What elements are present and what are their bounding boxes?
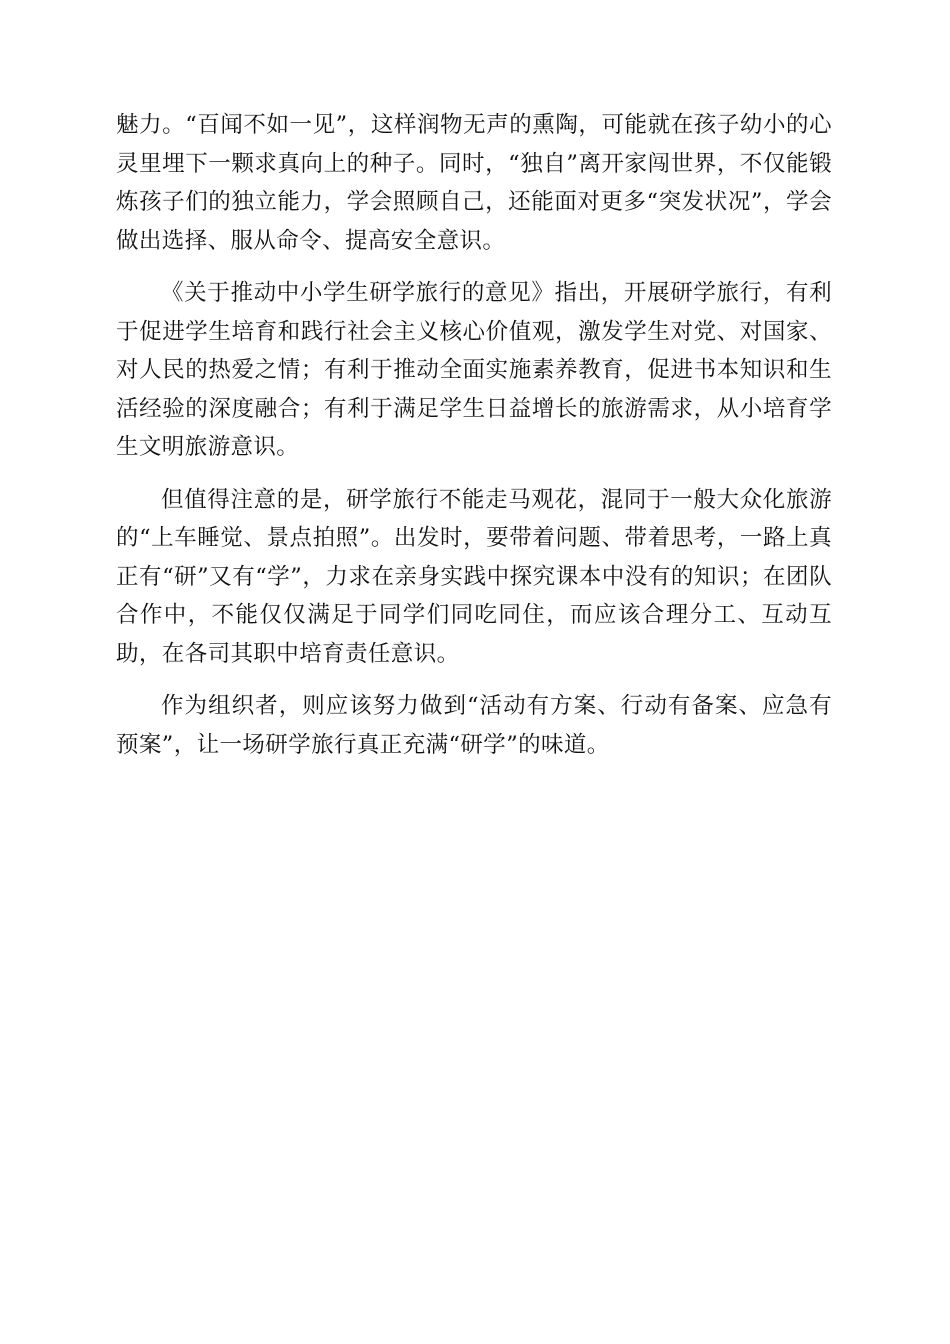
paragraph-3: 但值得注意的是，研学旅行不能走马观花，混同于一般大众化旅游的“上车睡觉、景点拍照”。出发时，要带着问题、带着思考，一路上真正有“研”又有“学”，力求在亲身实践中探究课本中没有的知识；在团队合作中，不能仅仅满足于同学们同吃同住，而应该合理分工、互动互助，在各司其职中培育责任意识。	[116, 486, 832, 667]
paragraph-2: 《关于推动中小学生研学旅行的意见》指出，开展研学旅行，有利于促进学生培育和践行社会主义核心价值观，激发学生对党、对国家、对人民的热爱之情；有利于推动全面实施素养教育，促进书本知识和生活经验的深度融合；有利于满足学生日益增长的旅游需求，从小培育学生文明旅游意识。	[116, 280, 832, 460]
paragraph-4: 作为组织者，则应该努力做到“活动有方案、行动有备案、应急有预案”，让一场研学旅行真正充满“研学”的味道。	[116, 693, 832, 758]
document-body	[116, 106, 832, 778]
paragraph-1: 魅力。“百闻不如一见”，这样润物无声的熏陶，可能就在孩子幼小的心灵里埋下一颗求真向上的种子。同时，“独自”离开家闯世界，不仅能锻炼孩子们的独立能力，学会照顾自己，还能面对更多“突发状况”，学会做出选择、服从命令、提高安全意识。	[116, 112, 832, 254]
